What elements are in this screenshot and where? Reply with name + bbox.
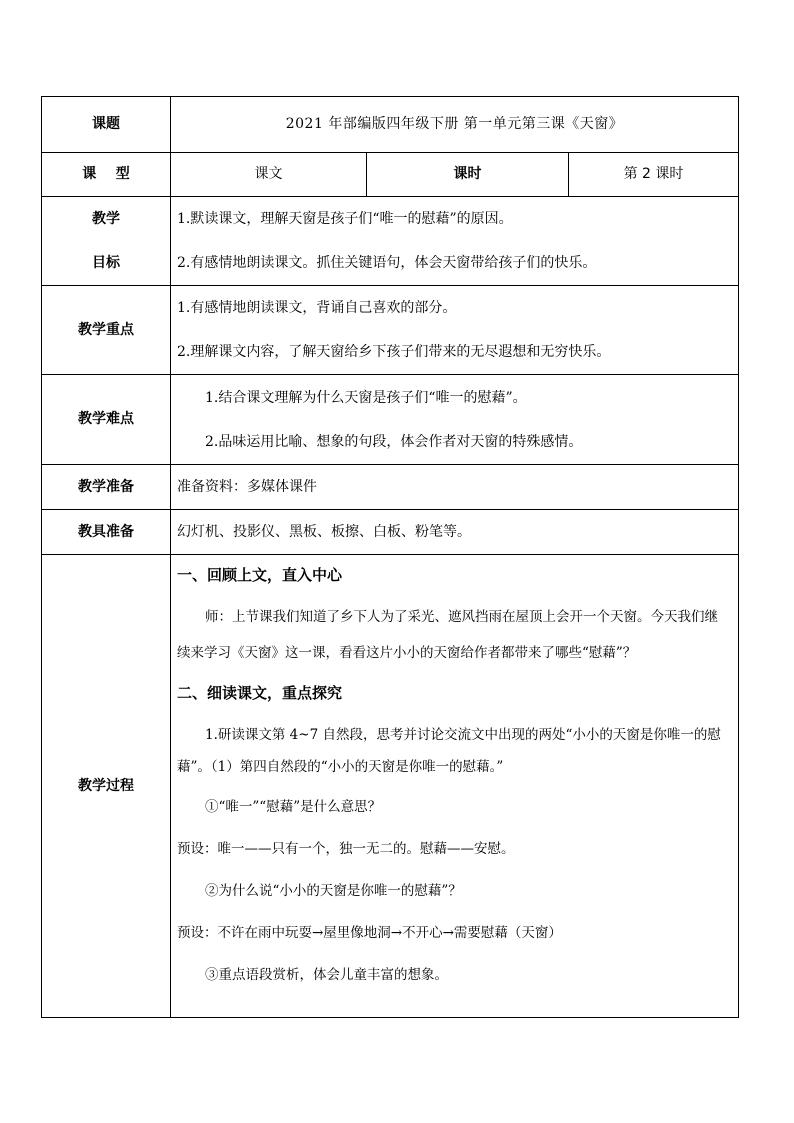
preparation-label: 教学准备 [42, 465, 171, 510]
process-section2-title: 二、细读课文，重点探究 [177, 684, 343, 702]
key-points-label: 教学重点 [42, 286, 171, 375]
objective-item-1: 1.默读课文，理解天窗是孩子们“唯一的慰藉”的原因。 [177, 211, 513, 227]
preparation-value: 准备资料：多媒体课件 [177, 478, 317, 495]
equipment-content [171, 510, 739, 555]
process-question-3: ③重点语段赏析，体会儿童丰富的想象。 [205, 967, 448, 983]
topic-label: 课题 [42, 97, 171, 153]
process-question-1: ①“唯一”“慰藉”是什么意思？ [205, 799, 382, 815]
process-section1-title: 一、回顾上文，直入中心 [177, 566, 343, 584]
row-equipment [42, 510, 739, 555]
process-content [171, 555, 739, 1018]
row-process [42, 555, 739, 1018]
process-section2-line2: 藉”。（1）第四自然段的“小小的天窗是你唯一的慰藉。” [177, 759, 504, 775]
row-topic [42, 97, 739, 153]
row-objectives [42, 197, 739, 286]
key-point-item-2: 2.理解课文内容，了解天窗给乡下孩子们带来的无尽遐想和无穷快乐。 [177, 344, 611, 360]
row-preparation [42, 465, 739, 510]
key-point-item-1: 1.有感情地朗读课文，背诵自己喜欢的部分。 [177, 300, 457, 316]
difficulties-content [171, 375, 739, 465]
objectives-label-line2: 目标 [92, 255, 120, 271]
period-label: 课时 [367, 153, 569, 197]
row-type [42, 153, 739, 197]
type-value: 课文 [171, 153, 367, 197]
process-answer-2: 预设：不许在雨中玩耍→屋里像地洞→不开心→需要慰藉（天窗） [177, 925, 562, 941]
process-answer-1: 预设：唯一——只有一个，独一无二的。慰藉——安慰。 [177, 841, 515, 857]
difficulty-item-2: 2.品味运用比喻、想象的句段，体会作者对天窗的特殊感情。 [205, 433, 583, 450]
difficulties-label: 教学难点 [42, 375, 171, 465]
lesson-title: 2021 年部编版四年级下册 第一单元第三课《天窗》 [171, 97, 739, 153]
equipment-value: 幻灯机、投影仪、黑板、板擦、白板、粉笔等。 [177, 523, 471, 540]
lesson-plan-table [41, 96, 739, 1018]
process-question-2: ②为什么说“小小的天窗是你唯一的慰藉”？ [205, 883, 462, 899]
difficulty-item-1: 1.结合课文理解为什么天窗是孩子们“唯一的慰藉”。 [205, 389, 527, 406]
row-key-points [42, 286, 739, 375]
preparation-content [171, 465, 739, 510]
type-label: 课 型 [42, 153, 171, 197]
process-section1-line2: 续来学习《天窗》这一课，看看这片小小的天窗给作者都带来了哪些“慰藉”？ [177, 645, 637, 661]
process-section2-line1: 1.研读课文第 4~7 自然段，思考并讨论交流文中出现的两处“小小的天窗是你唯一的慰 [205, 727, 721, 743]
objective-item-2: 2.有感情地朗读课文。抓住关键语句，体会天窗带给孩子们的快乐。 [177, 255, 597, 271]
process-section1-line1: 师：上节课我们知道了乡下人为了采光、遮风挡雨在屋顶上会开一个天窗。今天我们继 [205, 609, 718, 625]
process-label: 教学过程 [42, 555, 171, 1018]
objectives-content [171, 197, 739, 286]
objectives-label-line1: 教学 [92, 211, 120, 227]
key-points-content [171, 286, 739, 375]
equipment-label: 教具准备 [42, 510, 171, 555]
row-difficulties [42, 375, 739, 465]
period-value: 第 2 课时 [569, 153, 739, 197]
objectives-label [42, 197, 171, 286]
